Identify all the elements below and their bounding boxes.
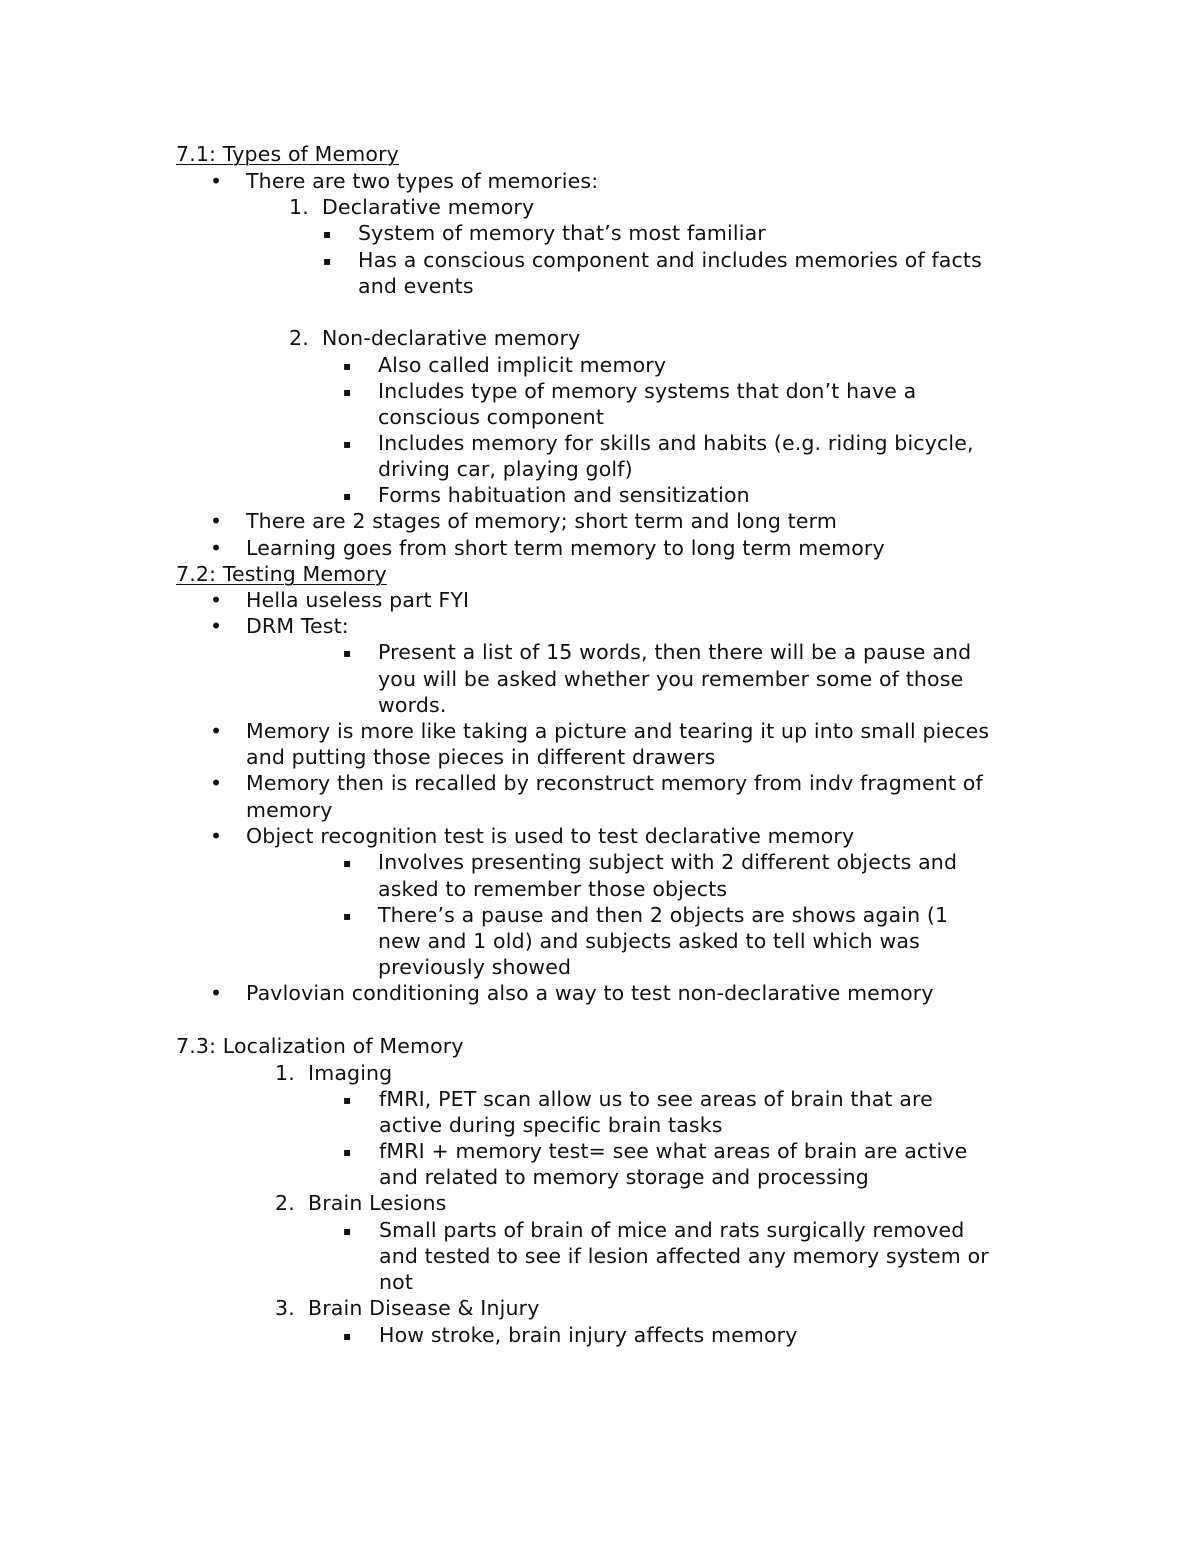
document-page: 7.1: Types of Memory • There are two types of memories: 1. Declarative memory ▪ System of memory that’s most familiar ▪ Has a conscious component and includes memories of facts and events 2. Non-declarative memory ▪ Also called implicit memory ▪ Includes type of memory systems that don’t have a conscious component ▪ Includes memory for skills and habits (e.g. riding bicycle, driving car, playing golf) ▪ Forms habituation and sensitization • There are 2 stages of memory; short term and long term • Learning goes from short term memory to long term memory 7.2: Testing Memory • Hella useless part FYI • DRM Test: ▪ Present a list of 15 words, then there will be a pause and you will be asked whether you remember some of those words. • Memory is more like taking a picture and tearing it up into small pieces and putting those pieces in different drawers • Memory then is recalled by reconstruct memory from indv fragment of memory • Object recognition test is used to test declarative memory ▪ Involves presenting subject with 2 different objects and asked to remember those objects ▪ There’s a pause and then 2 objects are shows again (1 new and 1 old) and subjects asked to tell which was previously showed • Pavlovian conditioning also a way to test non-declarative memory 7.3: Localization of Memory 1. Imaging ▪ fMRI, PET scan allow us to see areas of brain that are active during specific brain tasks ▪ fMRI + memory test= see what areas of brain are active and related to memory storage and processing 2. Brain Lesions ▪ Small parts of brain of mice and rats surgically removed and tested to see if lesion affected any memory system or not 3. Brain Disease & Injury ▪ How stroke, brain injury affects memory — [176, 142, 990, 1347]
section-heading-7-3: 7.3: Localization of Memory — [176, 1034, 464, 1058]
section-heading-7-2: 7.2: Testing Memory — [176, 562, 387, 586]
section-heading-7-1: 7.1: Types of Memory — [176, 142, 399, 166]
